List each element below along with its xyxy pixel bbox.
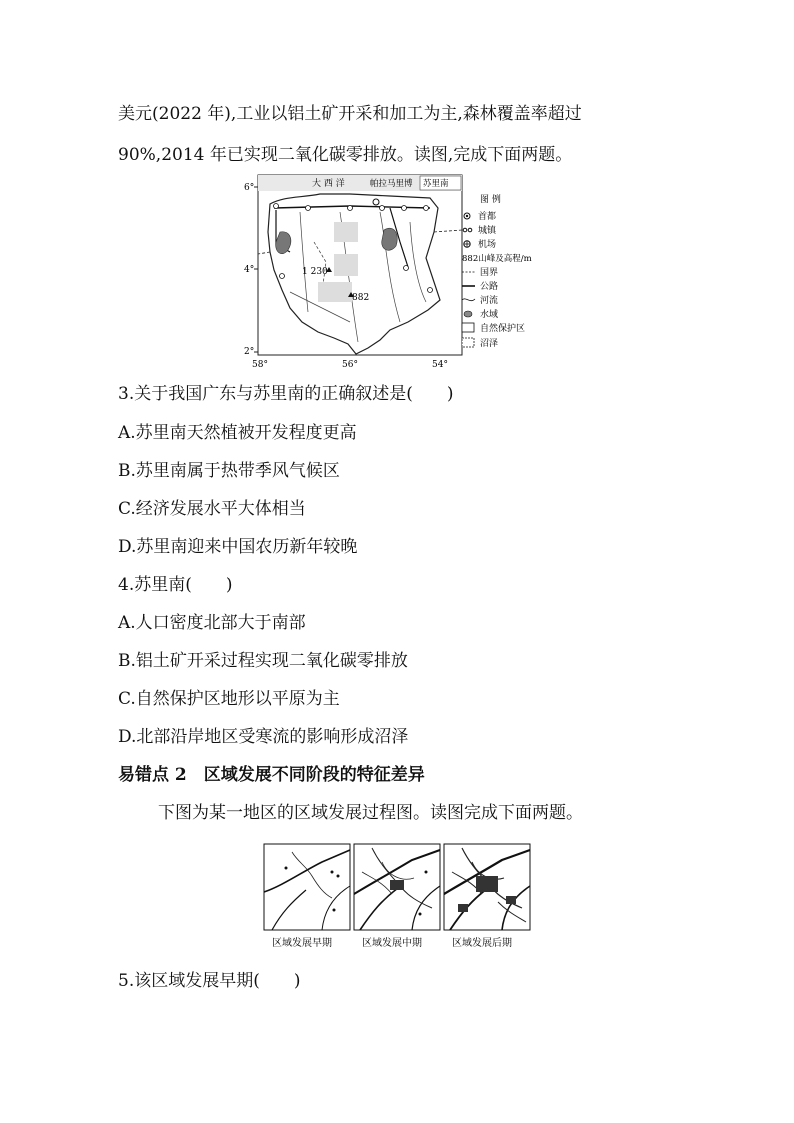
stage-caption-early: 区域发展早期	[272, 938, 332, 949]
intro-line-2: 90%,2014 年已实现二氧化碳零排放。读图,完成下面两题。	[118, 145, 573, 165]
section-intro: 下图为某一地区的区域发展过程图。读图完成下面两题。	[158, 803, 583, 823]
lon-label-58: 58°	[252, 360, 268, 370]
question-3-option-a: A.苏里南天然植被开发程度更高	[118, 423, 357, 443]
suriname-map	[230, 172, 790, 370]
lat-label-4: 4°	[244, 265, 255, 275]
legend-border: 国界	[480, 268, 499, 278]
stages-figure	[262, 842, 542, 957]
ocean-label: 大 西 洋	[312, 179, 345, 189]
question-4-option-b: B.铝土矿开采过程实现二氧化碳零排放	[118, 651, 408, 671]
section-title: 易错点 2 区域发展不同阶段的特征差异	[118, 765, 425, 785]
legend-title: 图 例	[480, 195, 501, 205]
legend-peak: 882山峰及高程/m	[462, 254, 532, 264]
map-frame	[258, 175, 462, 355]
stage-panel-middle	[354, 844, 440, 930]
stage-caption-late: 区域发展后期	[452, 938, 512, 949]
question-3-option-b: B.苏里南属于热带季风气候区	[118, 461, 340, 481]
legend-town: 城镇	[478, 226, 497, 236]
stage-panel-early	[264, 844, 350, 930]
legend-river: 河流	[480, 296, 499, 306]
swamp-legend-icon	[462, 338, 474, 347]
question-4-option-a: A.人口密度北部大于南部	[118, 613, 306, 633]
lon-label-56: 56°	[342, 360, 358, 370]
question-4-stem: 4.苏里南( )	[118, 575, 233, 595]
map-legend	[462, 193, 532, 349]
town-legend-icon	[463, 228, 467, 232]
question-4-option-c: C.自然保护区地形以平原为主	[118, 689, 340, 709]
lon-label-54: 54°	[432, 360, 448, 370]
lat-label-2: 2°	[244, 347, 255, 357]
country-label: 苏里南	[423, 179, 449, 189]
stage-panel-late	[444, 844, 530, 930]
lat-label-6: 6°	[244, 183, 255, 193]
question-3-option-d: D.苏里南迎来中国农历新年较晚	[118, 537, 358, 557]
water-legend-icon	[464, 311, 472, 317]
intro-line-1: 美元(2022 年),工业以铝土矿开采和加工为主,森林覆盖率超过	[118, 104, 582, 124]
legend-airport: 机场	[478, 240, 497, 250]
question-5-stem: 5.该区域发展早期( )	[118, 971, 301, 991]
peak-label-1230: 1 230	[302, 267, 328, 277]
peak-label-882: 882	[352, 293, 370, 303]
stage-caption-middle: 区域发展中期	[362, 938, 422, 949]
legend-reserve: 自然保护区	[480, 324, 526, 334]
river-legend-icon	[462, 299, 475, 301]
legend-water: 水域	[480, 310, 499, 320]
legend-capital: 首都	[478, 212, 497, 222]
question-3-option-c: C.经济发展水平大体相当	[118, 499, 306, 519]
question-4-option-d: D.北部沿岸地区受寒流的影响形成沼泽	[118, 727, 409, 747]
legend-swamp: 沼泽	[480, 339, 499, 349]
question-3-stem: 3.关于我国广东与苏里南的正确叙述是( )	[118, 384, 454, 404]
reserve-legend-icon	[462, 323, 474, 332]
legend-road: 公路	[480, 282, 499, 292]
capital-label: 帕拉马里博	[370, 179, 413, 189]
